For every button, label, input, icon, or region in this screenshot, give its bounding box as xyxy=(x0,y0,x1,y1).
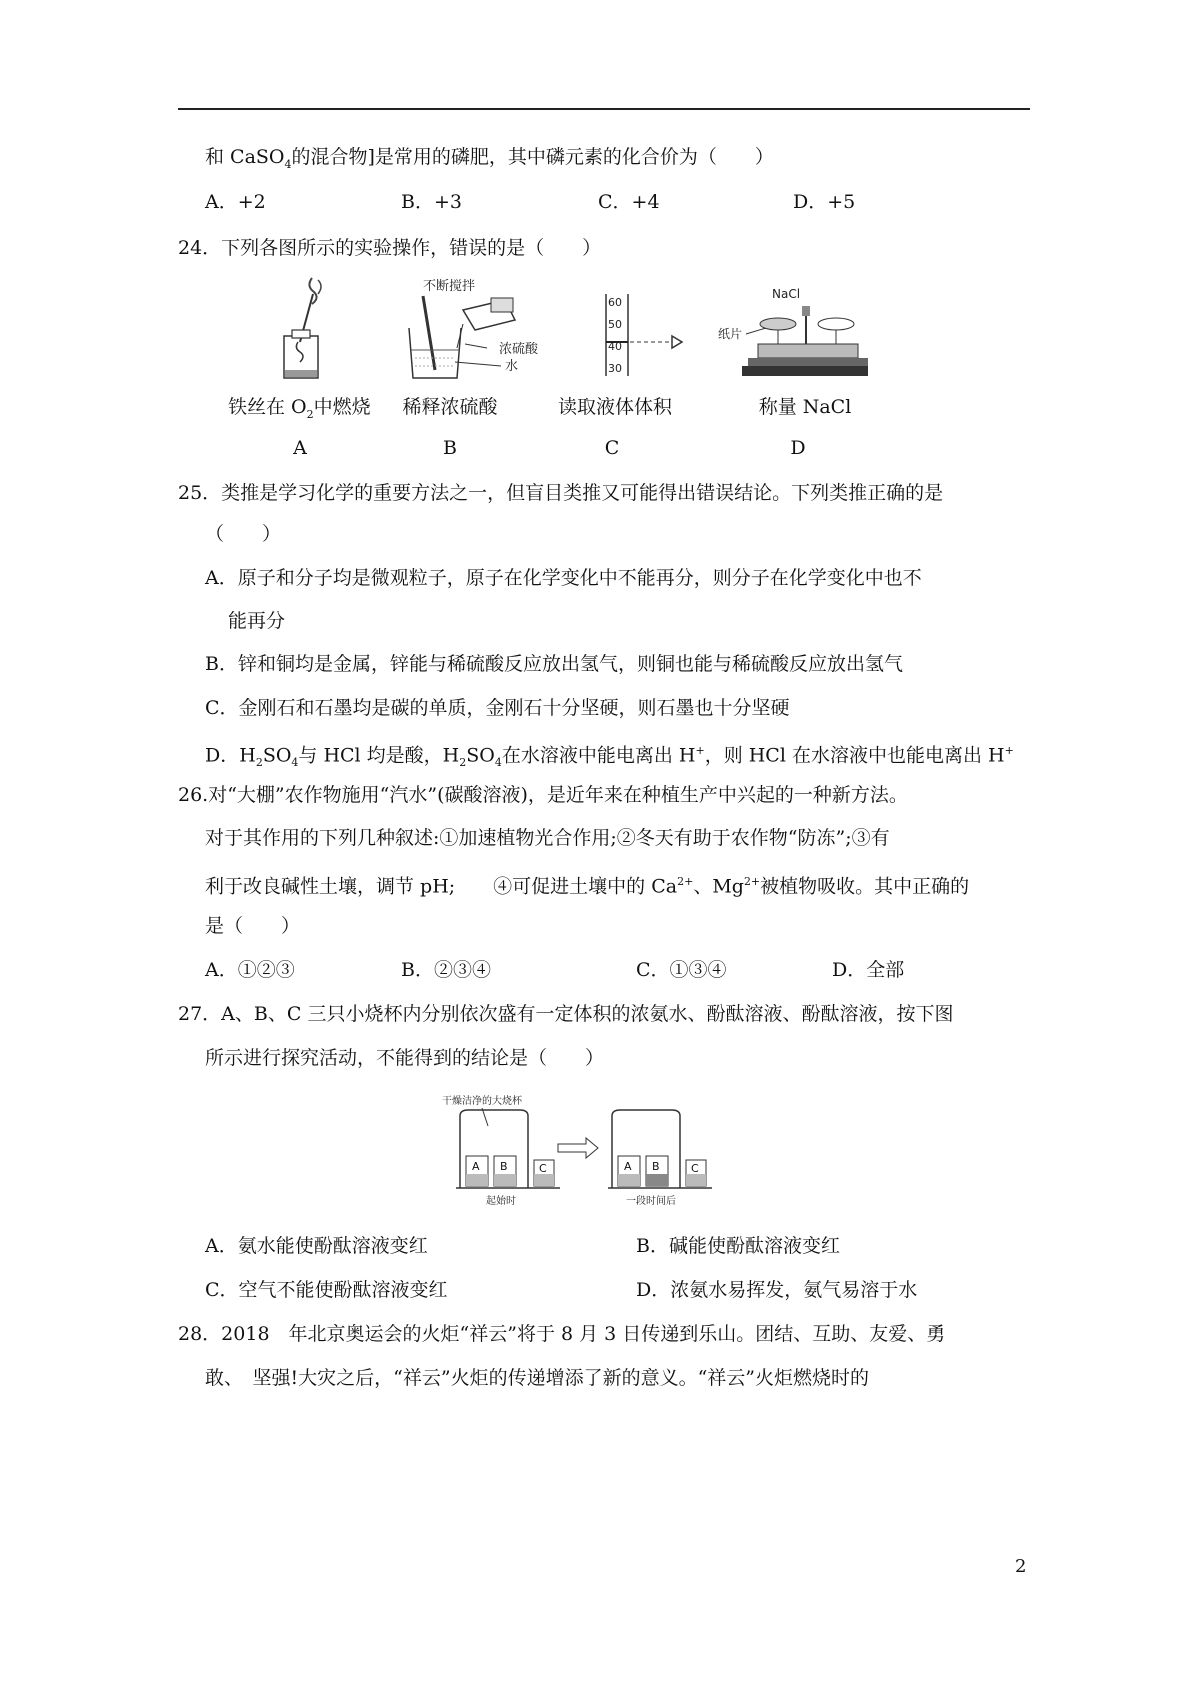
q25-option-b: B．锌和铜均是金属，锌能与稀硫酸反应放出氢气，则铜也能与稀硫酸反应放出氢气 xyxy=(205,653,903,675)
q23-option-a: A．+2 xyxy=(205,191,266,213)
q24-stem: 24．下列各图所示的实验操作，错误的是（ ） xyxy=(178,237,602,259)
q25-paren: （ ） xyxy=(205,523,282,545)
q26-line-4: 是（ ） xyxy=(205,915,301,937)
q27-option-a: A．氨水能使酚酞溶液变红 xyxy=(205,1235,428,1257)
start-label: 起始时 xyxy=(486,1196,516,1207)
q25-option-a1: A．原子和分子均是微观粒子，原子在化学变化中不能再分，则分子在化学变化中也不 xyxy=(205,567,922,589)
header-rule xyxy=(178,108,1030,110)
caption-d: 称量 NaCl xyxy=(758,396,852,418)
caption-b: 稀释浓硫酸 xyxy=(402,396,498,418)
svg-text:A: A xyxy=(472,1160,480,1173)
q27-option-b: B．碱能使酚酞溶液变红 xyxy=(636,1235,840,1257)
dilute-acid-figure xyxy=(405,278,550,388)
tick-30: 30 xyxy=(608,362,622,375)
q23-option-c: C．+4 xyxy=(598,191,660,213)
q26-line-3: 利于改良碱性土壤，调节 pH; ④可促进土壤中的 $Ca^{2+}$、$Mg^{2+}$被植物吸收。其中正确的 xyxy=(205,875,970,898)
q23-option-d: D．+5 xyxy=(793,191,856,213)
svg-text:C: C xyxy=(539,1162,547,1175)
ammonia-experiment-figure xyxy=(442,1092,722,1210)
iron-burning-figure xyxy=(268,272,338,382)
q25-option-c: C．金刚石和石墨均是碳的单质，金刚石十分坚硬，则石墨也十分坚硬 xyxy=(205,697,790,719)
letter-b: B xyxy=(443,437,457,459)
q26-option-b: B．②③④ xyxy=(401,959,491,981)
caption-a: 铁丝在 $O_2$中燃烧 xyxy=(228,396,371,421)
letter-c: C xyxy=(604,437,620,459)
acid-label: 浓硫酸 xyxy=(499,342,539,357)
svg-text:A: A xyxy=(624,1160,632,1173)
paper-label: 纸片 xyxy=(718,327,743,341)
q27-option-c: C．空气不能使酚酞溶液变红 xyxy=(205,1279,448,1301)
q28-line-2: 敢、 坚强!大灾之后，“祥云”火炬的传递增添了新的意义。“祥云”火炬燃烧时的 xyxy=(205,1367,869,1389)
svg-text:B: B xyxy=(652,1160,660,1173)
after-label: 一段时间后 xyxy=(626,1196,676,1207)
read-volume-figure xyxy=(592,290,692,380)
q26-option-d: D．全部 xyxy=(832,959,905,981)
svg-text:C: C xyxy=(691,1162,699,1175)
page-number: 2 xyxy=(1015,1556,1027,1577)
letter-a: A xyxy=(293,437,307,459)
caption-c: 读取液体体积 xyxy=(557,396,672,418)
q25-option-a2: 能再分 xyxy=(228,610,286,632)
q23-line: 和 CaSO$_4$的混合物]是常用的磷肥，其中磷元素的化合价为（ ） xyxy=(205,146,774,171)
q25-stem: 25．类推是学习化学的重要方法之一，但盲目类推又可能得出错误结论。下列类推正确的是 xyxy=(178,482,944,504)
svg-text:B: B xyxy=(500,1160,508,1173)
nacl-label: NaCl xyxy=(772,287,801,301)
stir-label: 不断搅拌 xyxy=(423,279,476,294)
balance-figure xyxy=(718,284,868,384)
q26-option-a: A．①②③ xyxy=(205,959,295,981)
water-label: 水 xyxy=(505,359,519,374)
q27-line-2: 所示进行探究活动，不能得到的结论是（ ） xyxy=(205,1047,605,1069)
q27-line-1: 27．A、B、C 三只小烧杯内分别依次盛有一定体积的浓氨水、酚酞溶液、酚酞溶液，按下图 xyxy=(178,1003,954,1025)
q25-option-d: D．$H_2SO_4$与 HCl 均是酸，$H_2SO_4$在水溶液中能电离出 H+，则 HCl 在水溶液中也能电离出 H+ xyxy=(205,744,1014,770)
tick-60: 60 xyxy=(608,296,622,309)
tick-40: 40 xyxy=(608,340,622,353)
q27-option-d: D．浓氨水易挥发，氨气易溶于水 xyxy=(636,1279,918,1301)
q26-option-c: C．①③④ xyxy=(636,959,727,981)
big-beaker-label: 干燥洁净的大烧杯 xyxy=(442,1096,522,1107)
q26-line-2: 对于其作用的下列几种叙述:①加速植物光合作用;②冬天有助于农作物“防冻”;③有 xyxy=(205,827,890,849)
tick-50: 50 xyxy=(608,318,622,331)
letter-d: D xyxy=(790,437,806,459)
q23-option-b: B．+3 xyxy=(401,191,462,213)
q26-line-1: 26.对“大棚”农作物施用“汽水”(碳酸溶液)，是近年来在种植生产中兴起的一种新方法。 xyxy=(178,784,908,806)
q28-line-1: 28．2018 年北京奥运会的火炬“祥云”将于 8 月 3 日传递到乐山。团结、互助、友爱、勇 xyxy=(178,1323,946,1345)
